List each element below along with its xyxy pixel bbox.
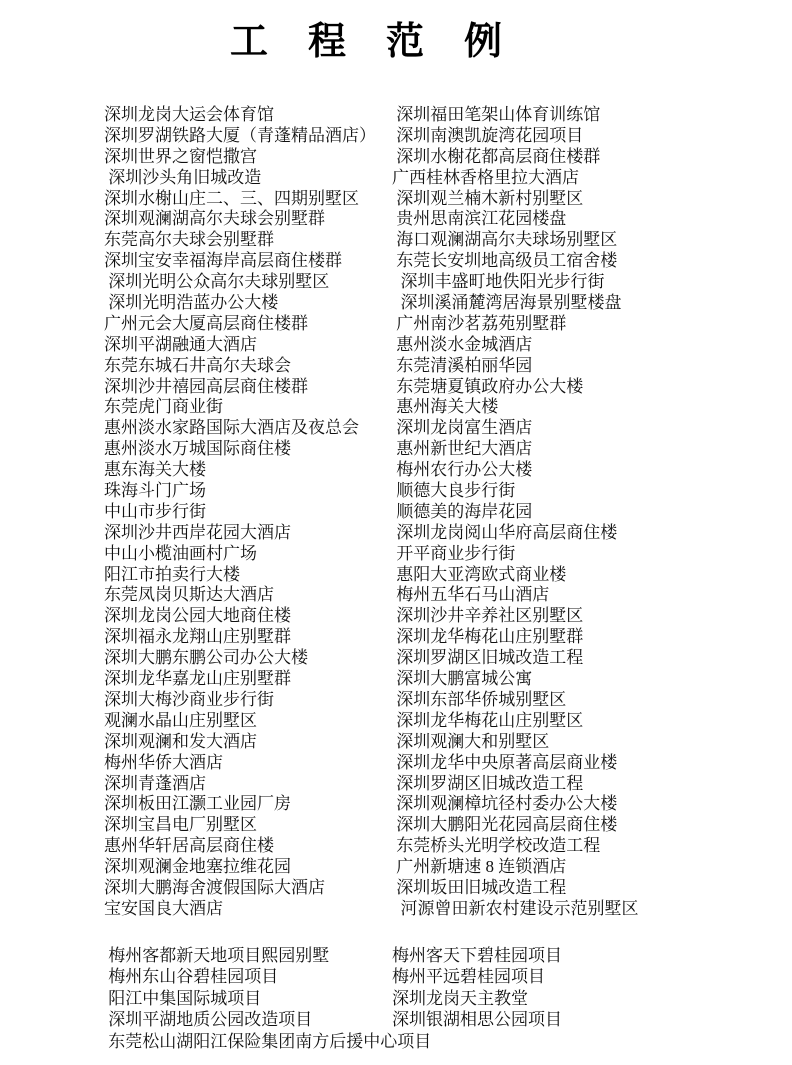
project-name-right: 深圳龙岗阅山华府高层商住楼 <box>392 522 618 542</box>
project-name-left: 惠州淡水万城国际商住楼 <box>104 439 291 459</box>
project-name-right: 深圳南澳凯旋湾花园项目 <box>392 125 584 145</box>
project-name-left: 中山小榄油画村广场 <box>104 543 257 563</box>
project-name-right: 深圳沙井辛养社区别墅区 <box>392 606 584 626</box>
list-row <box>0 544 792 565</box>
project-name-right: 深圳龙华梅花山庄别墅区 <box>392 710 584 730</box>
project-name-right: 开平商业步行街 <box>392 543 516 563</box>
project-name-left: 深圳沙井禧园高层商住楼群 <box>104 376 308 396</box>
list-row <box>0 606 792 627</box>
list-row <box>0 189 792 210</box>
page-title: 工 程 范 例 <box>230 21 504 63</box>
list-row <box>0 1031 792 1053</box>
project-name-left: 惠东海关大楼 <box>104 460 206 480</box>
project-name-left: 深圳世界之窗恺撒宫 <box>104 146 257 166</box>
project-name-left: 深圳龙岗公园大地商住楼 <box>104 606 291 626</box>
list-row <box>0 293 792 314</box>
project-name-left: 珠海斗门广场 <box>104 481 206 501</box>
project-name-left: 深圳大梅沙商业步行街 <box>104 689 274 709</box>
project-name-right: 贵州思南滨江花园楼盘 <box>392 209 567 229</box>
list-row <box>0 565 792 586</box>
list-row <box>0 147 792 168</box>
list-row <box>0 899 792 920</box>
list-row <box>0 669 792 690</box>
list-row <box>0 314 792 335</box>
project-name-left: 观澜水晶山庄别墅区 <box>104 710 257 730</box>
project-name-left: 深圳光明公众高尔夫球别墅区 <box>104 272 330 292</box>
project-name-left: 东莞东城石井高尔夫球会 <box>104 355 291 375</box>
project-name-left: 阳江中集国际城项目 <box>104 988 262 1008</box>
project-name-left: 深圳龙岗大运会体育馆 <box>104 105 274 124</box>
project-name-right: 惠州海关大楼 <box>392 397 499 417</box>
project-name-right: 梅州五华石马山酒店 <box>392 585 550 605</box>
list-row <box>0 585 792 606</box>
project-name-left: 深圳平湖融通大酒店 <box>104 334 257 354</box>
project-name-footer: 东莞松山湖阳江保险集团南方后援中心项目 <box>104 1031 432 1051</box>
project-name-right: 深圳观澜大和别墅区 <box>392 731 550 751</box>
project-name-left: 深圳观澜金地塞拉维花园 <box>104 857 291 877</box>
project-name-right: 深圳观澜樟坑径村委办公大楼 <box>392 794 618 814</box>
project-name-right: 广州新塘速 8 连锁酒店 <box>392 857 567 877</box>
project-name-right: 东莞塘夏镇政府办公大楼 <box>392 376 584 396</box>
project-name-right: 东莞清溪柏丽华园 <box>392 355 533 375</box>
project-name-left: 深圳青蓬酒店 <box>104 773 206 793</box>
project-name-left: 中山市步行街 <box>104 501 206 521</box>
list-row <box>0 711 792 732</box>
list-row <box>0 105 792 126</box>
project-name-right: 深圳丰盛町地佚阳光步行街 <box>392 272 605 292</box>
project-name-right: 深圳福田笔架山体育训练馆 <box>392 105 601 124</box>
list-row <box>0 836 792 857</box>
project-list-main <box>0 105 792 920</box>
project-name-left: 惠州华轩居高层商住楼 <box>104 836 274 856</box>
list-row <box>0 945 792 967</box>
project-name-right: 深圳银湖相思公园项目 <box>392 1010 562 1030</box>
project-name-left: 深圳观澜湖高尔夫球会别墅群 <box>104 209 325 229</box>
project-name-right: 深圳罗湖区旧城改造工程 <box>392 773 584 793</box>
list-row <box>0 794 792 815</box>
project-name-right: 东莞长安圳地高级员工宿舍楼 <box>392 251 618 271</box>
list-row <box>0 126 792 147</box>
list-row <box>0 815 792 836</box>
list-row <box>0 460 792 481</box>
list-row <box>0 627 792 648</box>
project-name-right: 深圳坂田旧城改造工程 <box>392 877 567 897</box>
project-name-right: 深圳龙岗天主教堂 <box>392 988 528 1008</box>
project-name-left: 深圳罗湖铁路大厦（青蓬精品酒店） <box>104 125 376 145</box>
project-name-right: 深圳大鹏阳光花园高层商住楼 <box>392 815 618 835</box>
list-row <box>0 481 792 502</box>
project-name-left: 深圳水榭山庄二、三、四期别墅区 <box>104 188 359 208</box>
project-name-right: 顺德大良步行街 <box>392 481 516 501</box>
project-name-right: 深圳观兰楠木新村别墅区 <box>392 188 584 208</box>
list-row <box>0 988 792 1010</box>
list-row <box>0 523 792 544</box>
list-row <box>0 774 792 795</box>
project-name-right: 河源曾田新农村建设示范别墅区 <box>392 898 639 918</box>
project-name-left: 深圳龙华嘉龙山庄别墅群 <box>104 669 291 689</box>
project-name-right: 深圳大鹏富城公寓 <box>392 669 533 689</box>
list-row <box>0 251 792 272</box>
list-row <box>0 966 792 988</box>
project-name-right: 深圳龙华中央原著高层商业楼 <box>392 752 618 772</box>
list-row <box>0 377 792 398</box>
project-name-left: 深圳宝安幸福海岸高层商住楼群 <box>104 251 342 271</box>
project-name-left: 深圳福永龙翔山庄别墅群 <box>104 627 291 647</box>
list-row <box>0 356 792 377</box>
project-name-left: 广州元会大厦高层商住楼群 <box>104 313 308 333</box>
list-row <box>0 648 792 669</box>
project-list-bottom <box>0 945 792 1031</box>
project-name-left: 深圳沙头角旧城改造 <box>104 167 262 187</box>
list-row <box>0 878 792 899</box>
project-name-left: 东莞虎门商业街 <box>104 397 223 417</box>
project-name-left: 深圳大鹏东鹏公司办公大楼 <box>104 648 308 668</box>
project-name-left: 深圳板田江灏工业园厂房 <box>104 794 291 814</box>
project-name-left: 深圳宝昌电厂别墅区 <box>104 815 257 835</box>
project-name-left: 梅州客都新天地项目熙园别墅 <box>104 945 330 965</box>
project-name-right: 东莞桥头光明学校改造工程 <box>392 836 601 856</box>
project-name-right: 广州南沙茗荔苑别墅群 <box>392 313 567 333</box>
project-name-right: 惠阳大亚湾欧式商业楼 <box>392 564 567 584</box>
project-name-right: 梅州客天下碧桂园项目 <box>392 945 562 965</box>
project-name-right: 顺德美的海岸花园 <box>392 501 533 521</box>
project-name-right: 深圳龙华梅花山庄别墅群 <box>392 627 584 647</box>
list-row <box>0 857 792 878</box>
project-name-left: 深圳观澜和发大酒店 <box>104 731 257 751</box>
list-row <box>0 732 792 753</box>
project-name-right: 深圳水榭花都高层商住楼群 <box>392 146 601 166</box>
list-row <box>0 439 792 460</box>
project-name-left: 深圳沙井西岸花园大酒店 <box>104 522 291 542</box>
project-name-right: 梅州农行办公大楼 <box>392 460 533 480</box>
project-name-left: 深圳光明浩蓝办公大楼 <box>104 293 279 313</box>
project-name-right: 深圳罗湖区旧城改造工程 <box>392 648 584 668</box>
project-name-left: 东莞凤岗贝斯达大酒店 <box>104 585 274 605</box>
list-row <box>0 230 792 251</box>
list-row <box>0 1009 792 1031</box>
project-name-left: 惠州淡水家路国际大酒店及夜总会 <box>104 418 359 438</box>
project-name-right: 惠州新世纪大酒店 <box>392 439 533 459</box>
list-row <box>0 690 792 711</box>
project-name-left: 东莞高尔夫球会别墅群 <box>104 230 274 250</box>
list-row <box>0 397 792 418</box>
list-row <box>0 418 792 439</box>
list-row <box>0 272 792 293</box>
project-name-left: 阳江市拍卖行大楼 <box>104 564 240 584</box>
project-name-left: 深圳大鹏海舍渡假国际大酒店 <box>104 877 325 897</box>
project-name-right: 广西桂林香格里拉大酒店 <box>392 167 579 187</box>
project-name-left: 深圳平湖地质公园改造项目 <box>104 1010 313 1030</box>
list-row <box>0 168 792 189</box>
project-name-right: 海口观澜湖高尔夫球场别墅区 <box>392 230 618 250</box>
project-name-right: 梅州平远碧桂园项目 <box>392 967 545 987</box>
project-name-left: 梅州华侨大酒店 <box>104 752 223 772</box>
list-row <box>0 209 792 230</box>
project-name-right: 深圳东部华侨城别墅区 <box>392 689 567 709</box>
list-row <box>0 502 792 523</box>
project-name-left: 宝安国良大酒店 <box>104 898 223 918</box>
project-name-right: 深圳溪涌麓湾居海景别墅楼盘 <box>392 293 622 313</box>
list-row <box>0 335 792 356</box>
project-name-right: 深圳龙岗富生酒店 <box>392 418 533 438</box>
list-row <box>0 753 792 774</box>
project-name-right: 惠州淡水金城酒店 <box>392 334 533 354</box>
project-name-left: 梅州东山谷碧桂园项目 <box>104 967 279 987</box>
